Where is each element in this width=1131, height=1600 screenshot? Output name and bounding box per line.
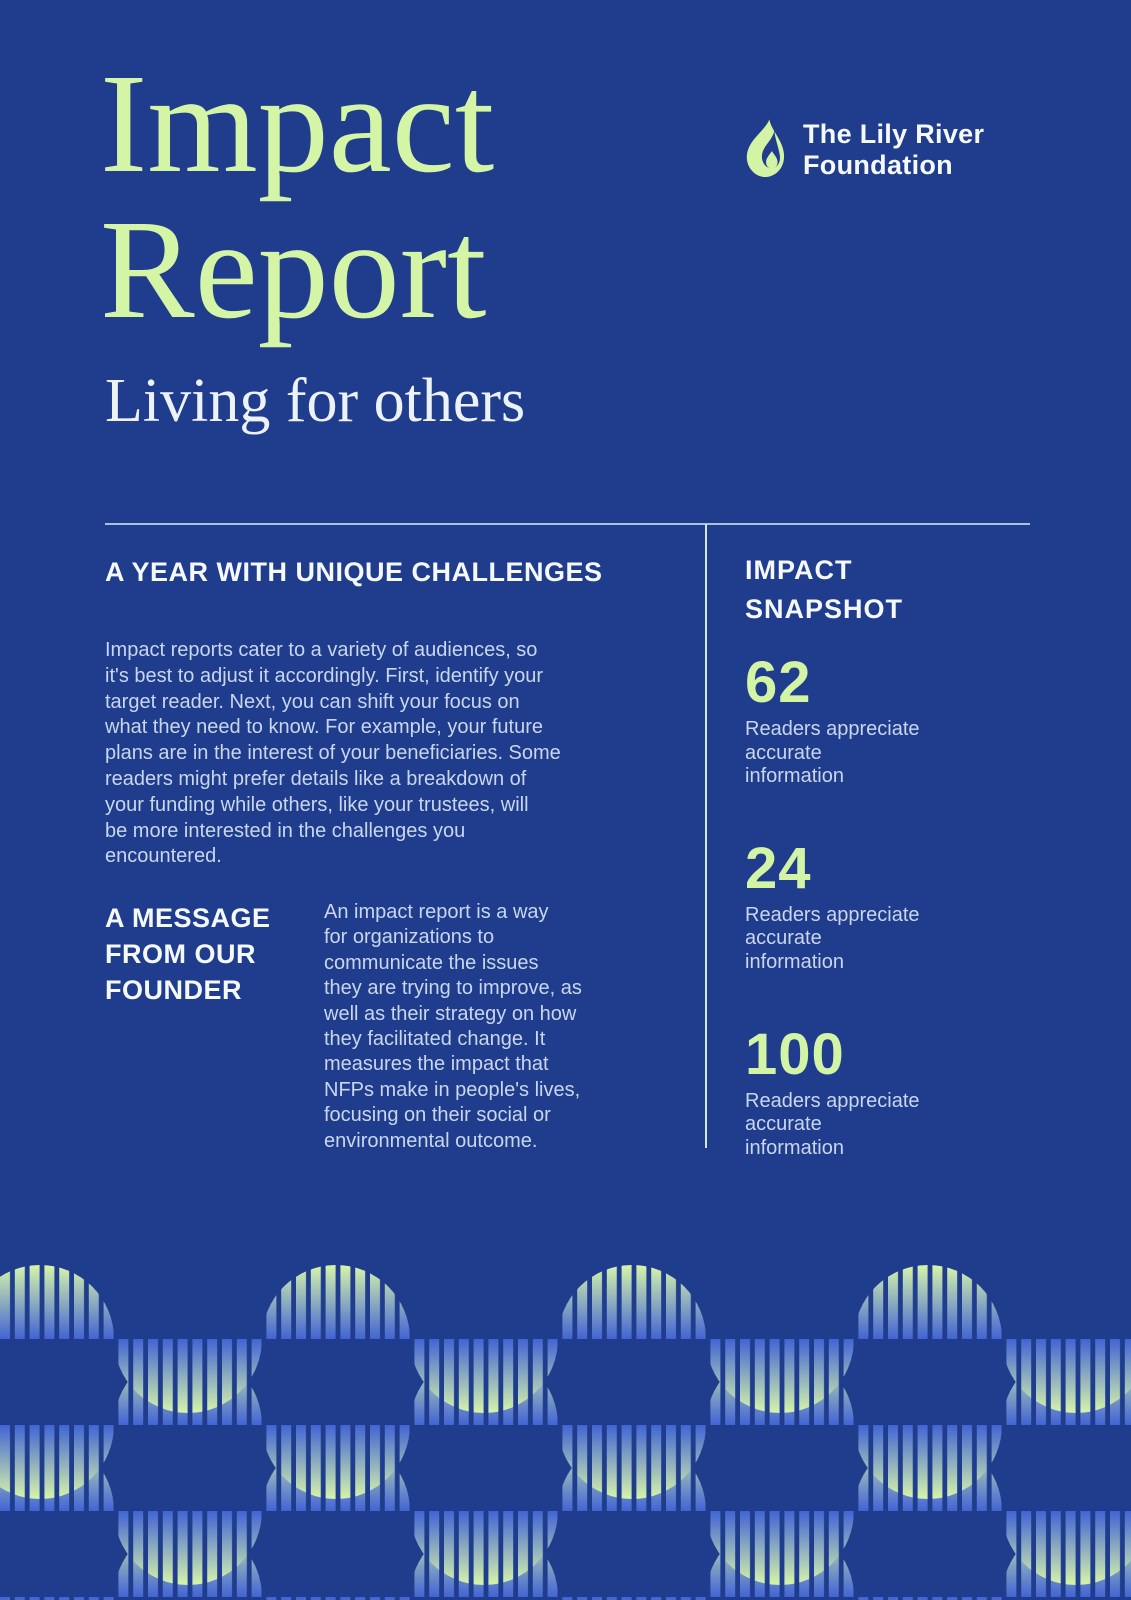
stat-label: Readers appreciate accurate information (745, 903, 920, 973)
challenges-body: Impact reports cater to a variety of audiences, so it's best to adjust it accordingly. First, identify your target reader. Next, you can shift your focus on what they need to know. For example, your future plans are in the interest of your beneficiaries. Some readers might prefer details like a breakdown of your funding while others, like your trustees, will be more interested in the challenges you encountered. (105, 639, 561, 868)
stat-value: 62 (745, 650, 812, 715)
challenges-section (105, 556, 605, 870)
snapshot-section (745, 551, 1030, 1160)
stat-label: Readers appreciate accurate information (745, 1089, 920, 1159)
founder-heading: A MESSAGE FROM OUR FOUNDER (105, 903, 271, 1005)
challenges-heading: A YEAR WITH UNIQUE CHALLENGES (105, 557, 603, 587)
horizontal-divider (105, 523, 1030, 525)
brand-name: The Lily River Foundation (803, 119, 985, 180)
brand-logo (742, 110, 984, 188)
vertical-divider (705, 524, 707, 1148)
page-title: Impact Report (100, 44, 495, 348)
wave-pattern (0, 1230, 1131, 1600)
stat-item (745, 835, 1030, 975)
flame-icon (742, 110, 788, 188)
page-subtitle: Living for others (105, 367, 526, 435)
snapshot-heading: IMPACT SNAPSHOT (745, 555, 904, 624)
stat-item (745, 650, 1030, 789)
stat-value: 24 (745, 835, 812, 901)
founder-section (105, 900, 615, 1154)
stat-value: 100 (745, 1021, 845, 1087)
founder-body: An impact report is a way for organizations to communicate the issues they are trying to improve, as well as their strategy on how they facilitated change. It measures the impact that NFPs make in people's lives, focusing on their social or environmental outcome. (324, 901, 582, 1152)
stat-item (745, 1021, 1030, 1161)
stat-label: Readers appreciate accurate information (745, 718, 920, 788)
